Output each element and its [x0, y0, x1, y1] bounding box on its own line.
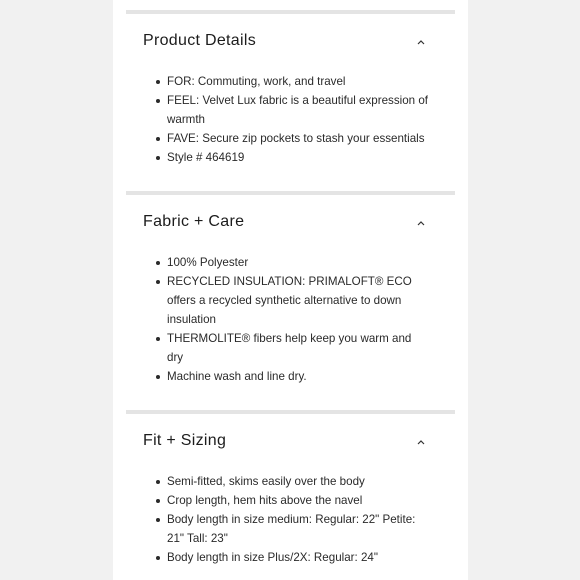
fit-sizing-list	[126, 472, 455, 567]
chevron-up-icon[interactable]	[417, 220, 424, 227]
product-details-list	[126, 72, 455, 167]
list-item: FOR: Commuting, work, and travel	[126, 72, 429, 91]
fabric-care-list	[126, 253, 455, 386]
fabric-care-toggle[interactable]	[126, 205, 455, 241]
list-item: Crop length, hem hits above the navel	[126, 491, 429, 510]
accordion-fit-sizing	[126, 410, 455, 580]
chevron-up-icon[interactable]	[417, 39, 424, 46]
section-divider	[126, 10, 455, 14]
list-item: RECYCLED INSULATION: PRIMALOFT® ECO offers a recycled synthetic alternative to down insulation	[126, 272, 429, 329]
product-details-toggle[interactable]	[126, 24, 455, 60]
list-item: Style # 464619	[126, 148, 429, 167]
section-title: Fit + Sizing	[143, 432, 227, 449]
accordion-product-details	[126, 10, 455, 190]
section-title: Product Details	[143, 32, 256, 49]
chevron-up-icon[interactable]	[417, 439, 424, 446]
list-item: Semi-fitted, skims easily over the body	[126, 472, 429, 491]
list-item: THERMOLITE® fibers help keep you warm and dry	[126, 329, 429, 367]
list-item: 100% Polyester	[126, 253, 429, 272]
section-title: Fabric + Care	[143, 213, 245, 230]
section-divider	[126, 410, 455, 414]
list-item: Machine wash and line dry.	[126, 367, 429, 386]
accordion-fabric-care	[126, 191, 455, 411]
section-divider	[126, 191, 455, 195]
list-item: Body length in size medium: Regular: 22" Petite: 21" Tall: 23"	[126, 510, 429, 548]
list-item: Body length in size Plus/2X: Regular: 24"	[126, 548, 429, 567]
list-item: FAVE: Secure zip pockets to stash your essentials	[126, 129, 429, 148]
list-item: FEEL: Velvet Lux fabric is a beautiful expression of warmth	[126, 91, 429, 129]
fit-sizing-toggle[interactable]	[126, 424, 455, 460]
